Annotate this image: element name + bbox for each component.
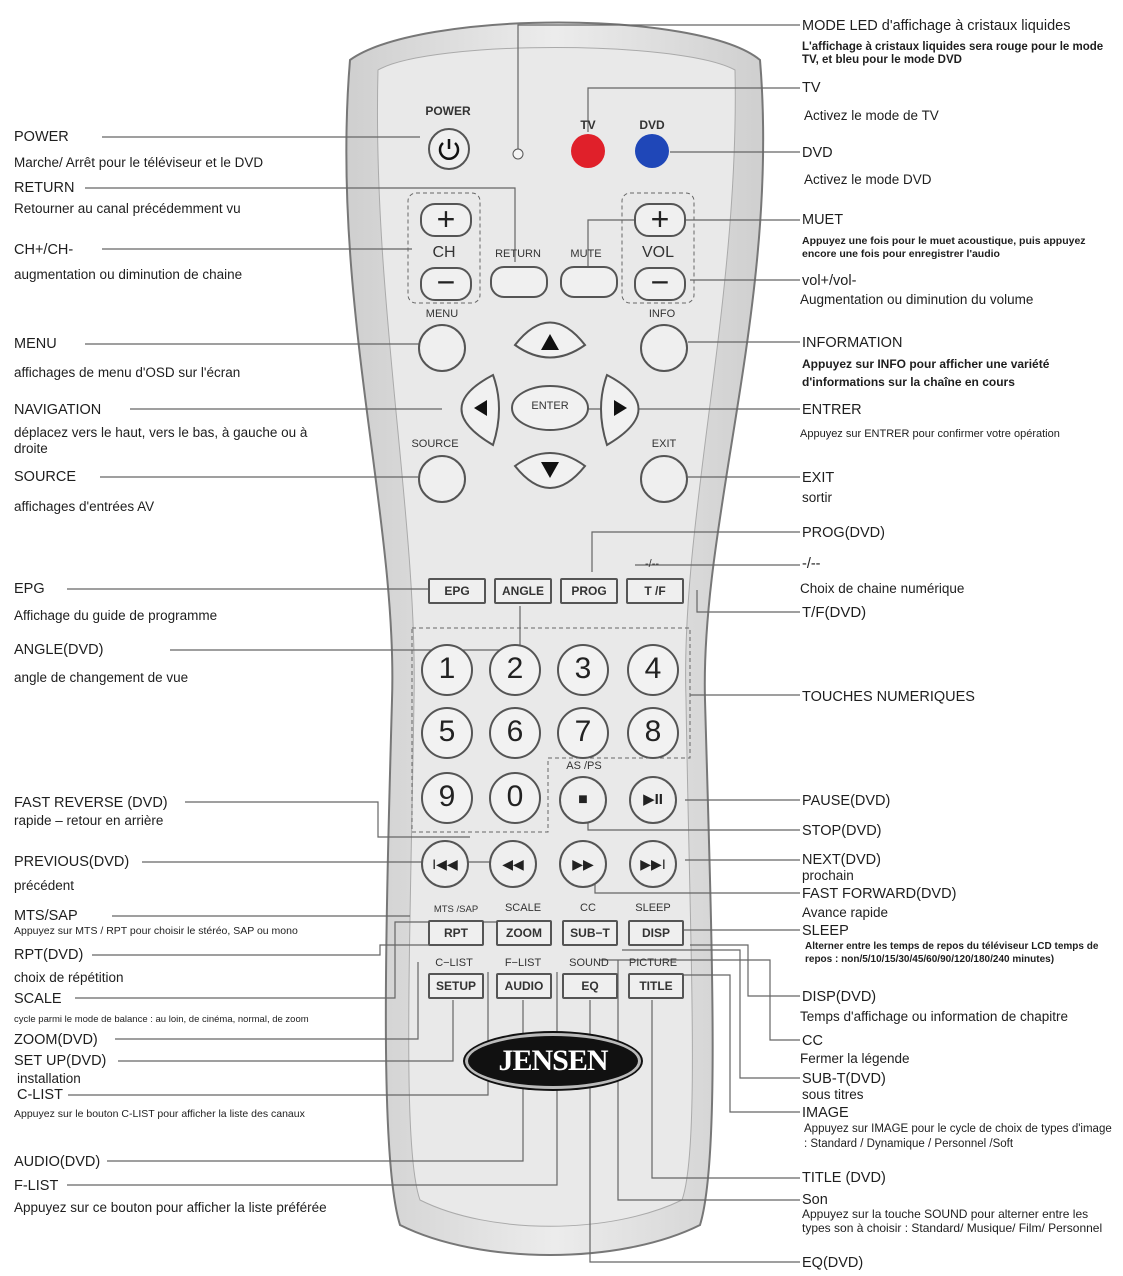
right-exit-title: EXIT — [802, 470, 835, 486]
num-6-button[interactable]: 6 — [489, 707, 541, 759]
exit-label: EXIT — [651, 438, 677, 450]
right-slash-title: -/-- — [802, 556, 821, 572]
left-angle-title: ANGLE(DVD) — [14, 642, 104, 658]
num-9-button[interactable]: 9 — [421, 772, 473, 824]
menu-button[interactable] — [418, 324, 466, 372]
mts-sap-label: MTS /SAP — [433, 904, 479, 915]
num-3-button[interactable]: 3 — [557, 644, 609, 696]
left-return-desc: Retourner au canal précédemment vu — [14, 201, 241, 216]
right-ff-title: FAST FORWARD(DVD) — [802, 886, 957, 902]
mode-led — [513, 149, 523, 159]
nav-up-button[interactable] — [530, 328, 570, 358]
mute-label: MUTE — [570, 248, 602, 260]
left-power-title: POWER — [14, 129, 69, 145]
power-icon — [430, 130, 468, 168]
right-mode-led-title: MODE LED d'affichage à cristaux liquides — [802, 18, 1071, 34]
num-2-button[interactable]: 2 — [489, 644, 541, 696]
setup-button[interactable]: SETUP — [428, 973, 484, 999]
nav-left-button[interactable] — [462, 390, 492, 428]
angle-button[interactable]: ANGLE — [494, 578, 552, 604]
ch-up-button[interactable]: + — [420, 203, 472, 237]
clist-label: C−LIST — [435, 957, 473, 969]
tv-label: TV — [580, 118, 596, 132]
power-label: POWER — [425, 104, 471, 118]
vol-label: VOL — [641, 244, 674, 261]
right-sleep-title: SLEEP — [802, 923, 849, 939]
right-cc-title: CC — [802, 1033, 823, 1049]
left-setup-desc: installation — [17, 1071, 81, 1086]
left-clist-title: C-LIST — [17, 1087, 63, 1103]
dvd-button[interactable] — [635, 134, 669, 168]
left-ch-desc: augmentation ou diminution de chaine — [14, 267, 243, 282]
left-previous-title: PREVIOUS(DVD) — [14, 854, 130, 870]
left-setup-title: SET UP(DVD) — [14, 1053, 107, 1069]
fast-forward-button[interactable] — [559, 840, 607, 888]
source-button[interactable] — [418, 455, 466, 503]
menu-label: MENU — [425, 308, 459, 320]
enter-label[interactable]: ENTER — [531, 400, 569, 412]
sleep-label: SLEEP — [635, 902, 671, 914]
jensen-logo: JENSEN — [465, 1033, 641, 1089]
audio-button[interactable]: AUDIO — [496, 973, 552, 999]
left-menu-title: MENU — [14, 336, 57, 352]
slash-label: -/-- — [644, 558, 660, 570]
left-scale-desc: cycle parmi le mode de balance : au loin, de cinéma, normal, de zoom — [14, 1014, 309, 1025]
vol-up-button[interactable]: + — [634, 203, 686, 237]
play-pause-icon: ▶II — [643, 791, 663, 808]
right-muet-title: MUET — [802, 212, 844, 228]
left-navigation-desc: déplacez vers le haut, vers le bas, à gauche ou à droite — [14, 425, 308, 456]
disp-button[interactable]: DISP — [628, 920, 684, 946]
left-ch-title: CH+/CH- — [14, 242, 74, 258]
left-epg-desc: Affichage du guide de programme — [14, 608, 218, 623]
right-dvd-desc: Activez le mode DVD — [804, 172, 932, 187]
right-ff-desc: Avance rapide — [802, 905, 889, 920]
left-rpt-desc: choix de répétition — [14, 970, 124, 985]
num-1-button[interactable]: 1 — [421, 644, 473, 696]
info-button[interactable] — [640, 324, 688, 372]
left-angle-desc: angle de changement de vue — [14, 670, 189, 685]
vol-down-button[interactable]: − — [634, 267, 686, 301]
right-muet-desc: Appuyez une fois pour le muet acoustique, puis appuyez encore une fois pour enregistrer l'audio — [802, 235, 1086, 260]
right-son-title: Son — [802, 1192, 828, 1208]
zoom-button[interactable]: ZOOM — [496, 920, 552, 946]
left-power-desc: Marche/ Arrêt pour le téléviseur et le DVD — [14, 155, 264, 170]
subt-button[interactable]: SUB−T — [562, 920, 618, 946]
previous-button[interactable] — [421, 840, 469, 888]
right-entrer-title: ENTRER — [802, 402, 862, 418]
right-cc-desc: Fermer la légende — [800, 1051, 910, 1066]
cc-label: CC — [580, 902, 596, 914]
prog-button[interactable]: PROG — [560, 578, 618, 604]
right-son-desc: Appuyez sur la touche SOUND pour alterner entre les types son à choisir : Standard/ Musique/ Film/ Personnel — [802, 1207, 1103, 1235]
right-subt-title: SUB-T(DVD) — [802, 1071, 886, 1087]
right-entrer-desc: Appuyez sur ENTRER pour confirmer votre opération — [800, 428, 1060, 440]
asps-label: AS /PS — [566, 760, 602, 772]
dvd-label: DVD — [639, 118, 665, 132]
title-button[interactable]: TITLE — [628, 973, 684, 999]
ch-label: CH — [432, 244, 456, 261]
right-disp-desc: Temps d'affichage ou information de chapitre — [800, 1009, 1068, 1024]
sound-label: SOUND — [569, 957, 609, 969]
right-information-desc: Appuyez sur INFO pour afficher une variété d'informations sur la chaîne en cours — [802, 357, 1050, 389]
right-image-title: IMAGE — [802, 1105, 849, 1121]
mute-button[interactable] — [560, 266, 618, 298]
left-previous-desc: précédent — [14, 878, 75, 893]
right-tv-title: TV — [802, 80, 821, 96]
num-0-button[interactable]: 0 — [489, 772, 541, 824]
nav-down-button[interactable] — [530, 455, 570, 485]
tv-button[interactable] — [571, 134, 605, 168]
source-label: SOURCE — [411, 438, 459, 450]
rpt-button[interactable]: RPT — [428, 920, 484, 946]
skip-next-icon: ▶▶I — [640, 856, 666, 872]
eq-button[interactable]: EQ — [562, 973, 618, 999]
right-pause-title: PAUSE(DVD) — [802, 793, 891, 809]
left-flist-title: F-LIST — [14, 1178, 59, 1194]
left-menu-desc: affichages de menu d'OSD sur l'écran — [14, 365, 241, 380]
right-image-desc: Appuyez sur IMAGE pour le cycle de choix de types d'image : Standard / Dynamique / Personnel /Soft — [804, 1123, 1112, 1150]
right-mode-led-desc: L'affichage à cristaux liquides sera rouge pour le mode TV, et bleu pour le mode DVD — [802, 41, 1104, 66]
left-mts-sap-title: MTS/SAP — [14, 908, 78, 924]
fast-reverse-button[interactable] — [489, 840, 537, 888]
left-source-title: SOURCE — [14, 469, 77, 485]
num-4-button[interactable]: 4 — [627, 644, 679, 696]
right-disp-title: DISP(DVD) — [802, 989, 877, 1005]
tf-button[interactable]: T /F — [626, 578, 684, 604]
info-label: INFO — [648, 308, 676, 320]
left-epg-title: EPG — [14, 581, 45, 597]
num-7-button[interactable]: 7 — [557, 707, 609, 759]
right-next-desc: prochain — [802, 868, 854, 883]
left-fast-reverse-title: FAST REVERSE (DVD) — [14, 795, 168, 811]
right-information-title: INFORMATION — [802, 335, 903, 351]
power-button[interactable] — [428, 128, 470, 170]
left-zoom-title: ZOOM(DVD) — [14, 1032, 98, 1048]
right-title-title: TITLE (DVD) — [802, 1170, 886, 1186]
skip-back-icon: I◀◀ — [432, 856, 458, 872]
nav-right-button[interactable] — [608, 390, 638, 428]
left-return-title: RETURN — [14, 180, 75, 196]
left-mts-sap-desc: Appuyez sur MTS / RPT pour choisir le stéréo, SAP ou mono — [14, 925, 298, 937]
stop-button[interactable] — [559, 776, 607, 824]
right-stop-title: STOP(DVD) — [802, 823, 882, 839]
left-flist-desc: Appuyez sur ce bouton pour afficher la liste préférée — [14, 1200, 327, 1215]
right-dvd-title: DVD — [802, 145, 833, 161]
right-tf-title: T/F(DVD) — [802, 604, 867, 621]
scale-label: SCALE — [504, 902, 542, 914]
right-next-title: NEXT(DVD) — [802, 852, 881, 868]
right-numbers-title: TOUCHES NUMERIQUES — [802, 689, 975, 705]
num-5-button[interactable]: 5 — [421, 707, 473, 759]
right-tv-desc: Activez le mode de TV — [804, 108, 939, 123]
right-prog-title: PROG(DVD) — [802, 525, 885, 541]
flist-label: F−LIST — [504, 957, 542, 969]
right-eq-title: EQ(DVD) — [802, 1255, 864, 1271]
return-label: RETURN — [495, 248, 541, 260]
right-vol-desc: Augmentation ou diminution du volume — [800, 292, 1034, 307]
right-sleep-desc: Alterner entre les temps de repos du téléviseur LCD temps de repos : non/5/10/15/30/45/60/90/120/180/240 minutes) — [805, 941, 1099, 965]
return-button[interactable] — [490, 266, 548, 298]
exit-button[interactable] — [640, 455, 688, 503]
picture-label: PICTURE — [628, 957, 678, 969]
play-pause-button[interactable] — [629, 776, 677, 824]
fast-forward-icon: ▶▶ — [572, 856, 594, 872]
ch-down-button[interactable]: − — [420, 267, 472, 301]
num-8-button[interactable]: 8 — [627, 707, 679, 759]
left-audio-title: AUDIO(DVD) — [14, 1154, 101, 1170]
left-navigation-title: NAVIGATION — [14, 402, 102, 418]
left-scale-title: SCALE — [14, 991, 62, 1007]
stop-icon: ■ — [578, 791, 588, 808]
right-vol-title: vol+/vol- — [802, 273, 857, 289]
rewind-icon: ◀◀ — [502, 856, 524, 872]
left-source-desc: affichages d'entrées AV — [14, 499, 155, 514]
left-clist-desc: Appuyez sur le bouton C-LIST pour afficher la liste des canaux — [14, 1108, 305, 1120]
right-slash-desc: Choix de chaine numérique — [800, 581, 965, 596]
left-rpt-title: RPT(DVD) — [14, 947, 84, 963]
epg-button[interactable]: EPG — [428, 578, 486, 604]
left-fast-reverse-desc: rapide – retour en arrière — [14, 813, 164, 828]
right-subt-desc: sous titres — [802, 1087, 864, 1102]
right-exit-desc: sortir — [802, 490, 832, 505]
next-button[interactable] — [629, 840, 677, 888]
